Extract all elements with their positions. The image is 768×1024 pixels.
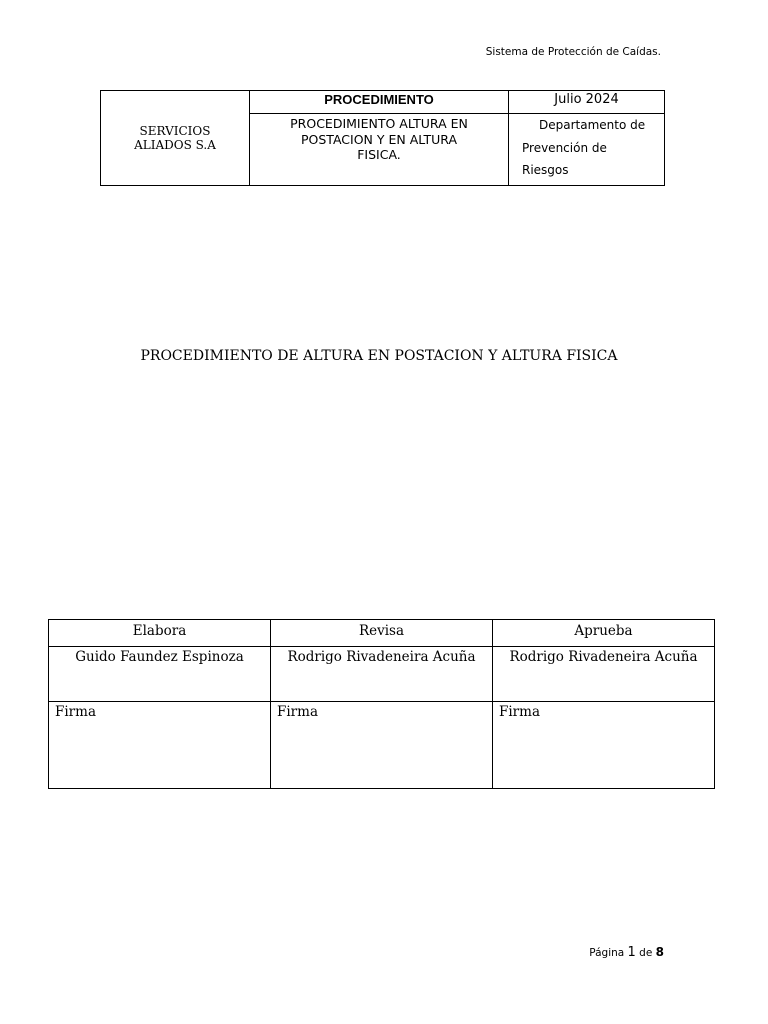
department-line: Prevención de xyxy=(522,140,607,155)
signature-revisa: Firma xyxy=(271,702,493,789)
page-number: 1 xyxy=(627,945,636,960)
header-elabora: Elabora xyxy=(49,620,271,647)
procedure-title-line: POSTACION Y EN ALTURA xyxy=(300,131,458,147)
of-word: de xyxy=(639,947,653,959)
document-date: Julio 2024 xyxy=(509,91,665,114)
signature-elabora: Firma xyxy=(49,702,271,789)
department-line: Riesgos xyxy=(522,163,569,177)
signature-aprueba: Firma xyxy=(493,702,715,789)
procedure-title-line: PROCEDIMIENTO ALTURA EN xyxy=(290,116,468,131)
running-header: Sistema de Protección de Caídas. xyxy=(485,46,661,58)
company-name-line: ALIADOS S.A xyxy=(134,138,216,152)
total-pages: 8 xyxy=(655,945,664,959)
name-elabora: Guido Faundez Espinoza xyxy=(49,647,271,702)
page-word: Página xyxy=(589,947,625,959)
procedure-title-line: FISICA. xyxy=(357,147,401,162)
header-revisa: Revisa xyxy=(271,620,493,647)
approval-signature-table xyxy=(48,619,715,789)
main-title: PROCEDIMIENTO DE ALTURA EN POSTACION Y ALTURA FISICA xyxy=(140,348,618,364)
name-revisa: Rodrigo Rivadeneira Acuña xyxy=(271,647,493,702)
company-name-cell xyxy=(101,91,250,186)
procedure-title-cell xyxy=(250,114,509,186)
procedure-label: PROCEDIMIENTO xyxy=(250,91,509,114)
document-header-table xyxy=(100,90,665,186)
company-name-line: SERVICIOS xyxy=(139,124,211,138)
page-footer xyxy=(589,945,664,960)
department-cell xyxy=(509,114,665,186)
header-aprueba: Aprueba xyxy=(493,620,715,647)
department-line: Departamento de xyxy=(539,118,646,132)
name-aprueba: Rodrigo Rivadeneira Acuña xyxy=(493,647,715,702)
